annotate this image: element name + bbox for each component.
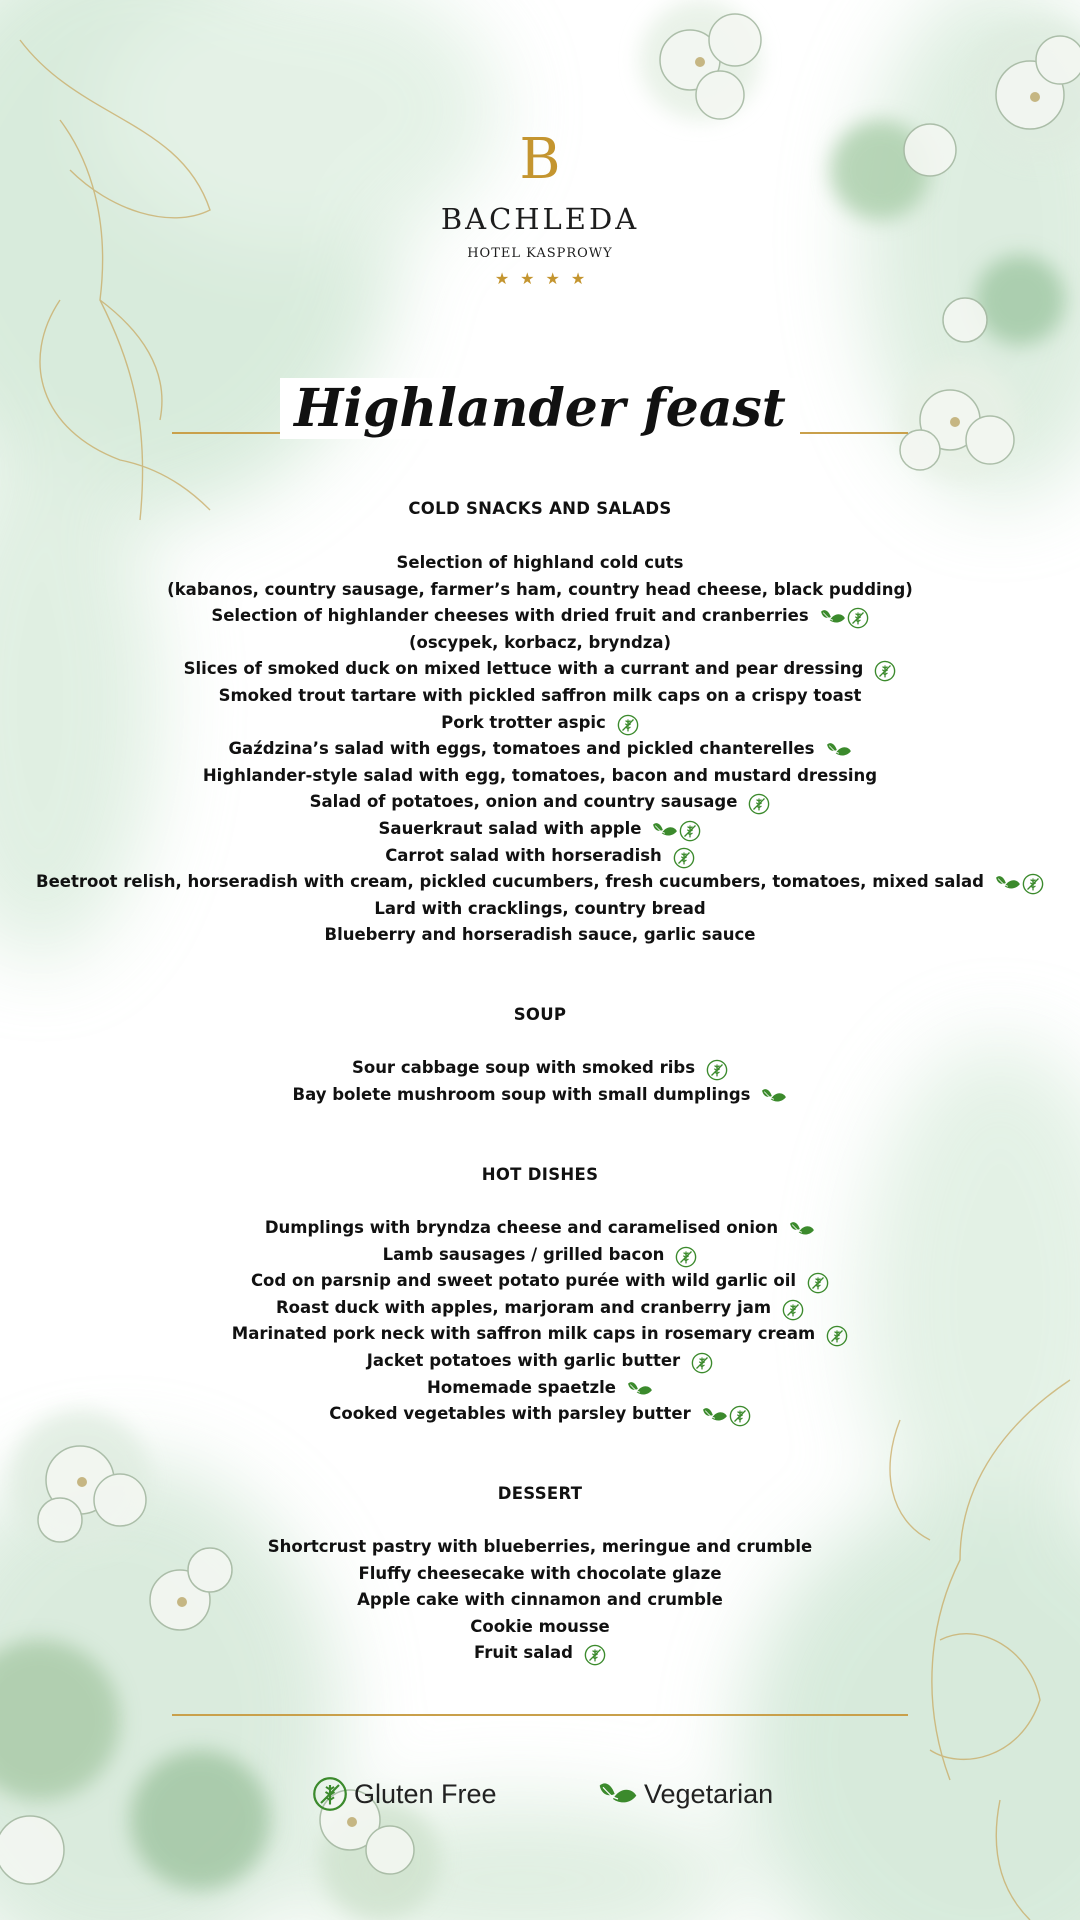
vegetarian-icon [760,1089,787,1108]
footer-divider [172,1714,908,1716]
gluten-free-icon [672,850,695,869]
menu-item-text: Lard with cracklings, country bread [374,898,706,918]
menu-item [0,896,1080,922]
menu-item [0,1375,1080,1405]
gluten-free-icon [690,1355,713,1374]
menu-item [0,1082,1080,1112]
vegetarian-icon [819,610,846,629]
menu-item-text: Blueberry and horseradish sauce, garlic sauce [324,925,756,945]
vegetarian-icon [994,876,1021,895]
gluten-free-icon [728,1408,751,1427]
menu-title: Highlander feast [0,378,1080,439]
menu-item [0,1295,1080,1325]
menu-item [0,763,1080,789]
menu-item [0,922,1080,948]
menu-item [0,1348,1080,1378]
menu-item [0,1561,1080,1587]
menu-item-text: Pork trotter aspic [441,712,606,732]
menu-item-text: Sour cabbage soup with smoked ribs [351,1058,696,1077]
menu-item-text: Roast duck with apples, marjoram and cranberry jam [275,1297,772,1317]
menu-item-text: Cookie mousse [470,1616,610,1636]
menu-item [0,1614,1080,1640]
menu-item [0,816,1080,846]
menu-item [0,550,1080,576]
menu-item-text: (oscypek, korbacz, bryndza) [408,632,672,652]
menu-item [0,1215,1080,1245]
legend-vegetarian [598,1772,773,1816]
menu-item [0,603,1080,633]
diet-icons [760,1086,787,1112]
menu-item [0,1587,1080,1613]
menu-item-text: Salad of potatoes, onion and country sausage [309,792,738,812]
legend-gluten-free-label: Gluten Free [354,1778,497,1809]
menu-item-text: Selection of highland cold cuts [396,553,684,572]
menu-item [0,1055,1080,1085]
menu-item-text: Marinated pork neck with saffron milk caps in rosemary cream [231,1324,816,1344]
vegetarian-icon [626,1382,653,1401]
menu-item [0,577,1080,603]
diet-icons [583,1644,606,1670]
menu-item [0,869,1080,899]
section-heading: HOT DISHES [481,1165,599,1184]
hotel-logo [0,127,1080,288]
gluten-free-icon [806,1275,829,1294]
menu-item-text: (kabanos, country sausage, farmer’s ham, country head cheese, black pudding) [167,579,913,599]
menu-item [0,1242,1080,1272]
menu-item-text: Dumplings with bryndza cheese and caramelised onion [264,1218,779,1237]
gluten-free-icon [616,717,639,736]
vegetarian-icon [825,743,852,762]
menu-item-text: Shortcrust pastry with blueberries, meringue and crumble [267,1537,813,1556]
menu-item-text: Jacket potatoes with garlic butter [366,1351,681,1370]
logo-subtitle: HOTEL KASPROWY [467,246,613,261]
menu-item-text: Smoked trout tartare with pickled saffron milk caps on a crispy toast [218,686,862,705]
menu-item [0,843,1080,873]
menu-item-text: Lamb sausages / grilled bacon [382,1244,665,1264]
menu-item-text: Slices of smoked duck on mixed lettuce with a currant and pear dressing [183,659,864,679]
menu-item-text: Sauerkraut salad with apple [378,819,642,838]
menu-item-text: Beetroot relish, horseradish with cream, pickled cucumbers, fresh cucumbers, tomatoes, mixed salad [36,872,984,892]
logo-name: BACHLEDA [440,202,640,236]
menu-item [0,1401,1080,1431]
diet-icons [701,1405,751,1431]
gluten-free-icon [825,1328,848,1347]
menu-item-text: Selection of highlander cheeses with dried fruit and cranberries [211,606,809,626]
gluten-free-icon [747,796,770,815]
section-heading: SOUP [513,1005,567,1024]
vegetarian-icon [701,1408,728,1427]
menu-item-text: Bay bolete mushroom soup with small dumplings [292,1084,751,1104]
menu-item-text: Fruit salad [474,1643,573,1663]
gluten-free-icon [312,1776,348,1812]
menu-item-text: Highlander-style salad with egg, tomatoes, bacon and mustard dressing [202,765,878,785]
menu-item [0,1321,1080,1351]
gluten-free-icon [846,610,869,629]
gluten-free-icon [705,1062,728,1081]
menu-item-text: Fluffy cheesecake with chocolate glaze [358,1563,722,1583]
rating-stars: ★★★★ [494,269,597,288]
vegetarian-icon [598,1779,638,1809]
menu-item [0,683,1080,709]
section-heading: COLD SNACKS AND SALADS [408,499,672,518]
gluten-free-icon [678,823,701,842]
gluten-free-icon [781,1302,804,1321]
menu-item [0,1534,1080,1560]
menu-item [0,630,1080,656]
menu-item [0,736,1080,766]
menu-item-text: Cod on parsnip and sweet potato purée with wild garlic oil [250,1271,797,1291]
menu-item [0,1268,1080,1298]
menu-item [0,789,1080,819]
menu-item-text: Gaździna’s salad with eggs, tomatoes and pickled chanterelles [228,739,815,759]
menu-item-text: Cooked vegetables with parsley butter [329,1404,691,1424]
section-heading: DESSERT [497,1484,583,1503]
legend-vegetarian-label: Vegetarian [644,1778,774,1809]
menu-item [0,710,1080,740]
gluten-free-icon [583,1647,606,1666]
menu-item [0,656,1080,686]
vegetarian-icon [788,1222,815,1241]
gluten-free-icon [873,663,896,682]
legend-gluten-free [312,1772,497,1816]
menu-item [0,1640,1080,1670]
menu-item-text: Homemade spaetzle [427,1377,616,1397]
gluten-free-icon [674,1249,697,1268]
logo-monogram: B [519,127,561,192]
vegetarian-icon [651,823,678,842]
menu-item-text: Carrot salad with horseradish [385,845,662,865]
menu-item-text: Apple cake with cinnamon and crumble [357,1590,723,1610]
gluten-free-icon [1021,876,1044,895]
